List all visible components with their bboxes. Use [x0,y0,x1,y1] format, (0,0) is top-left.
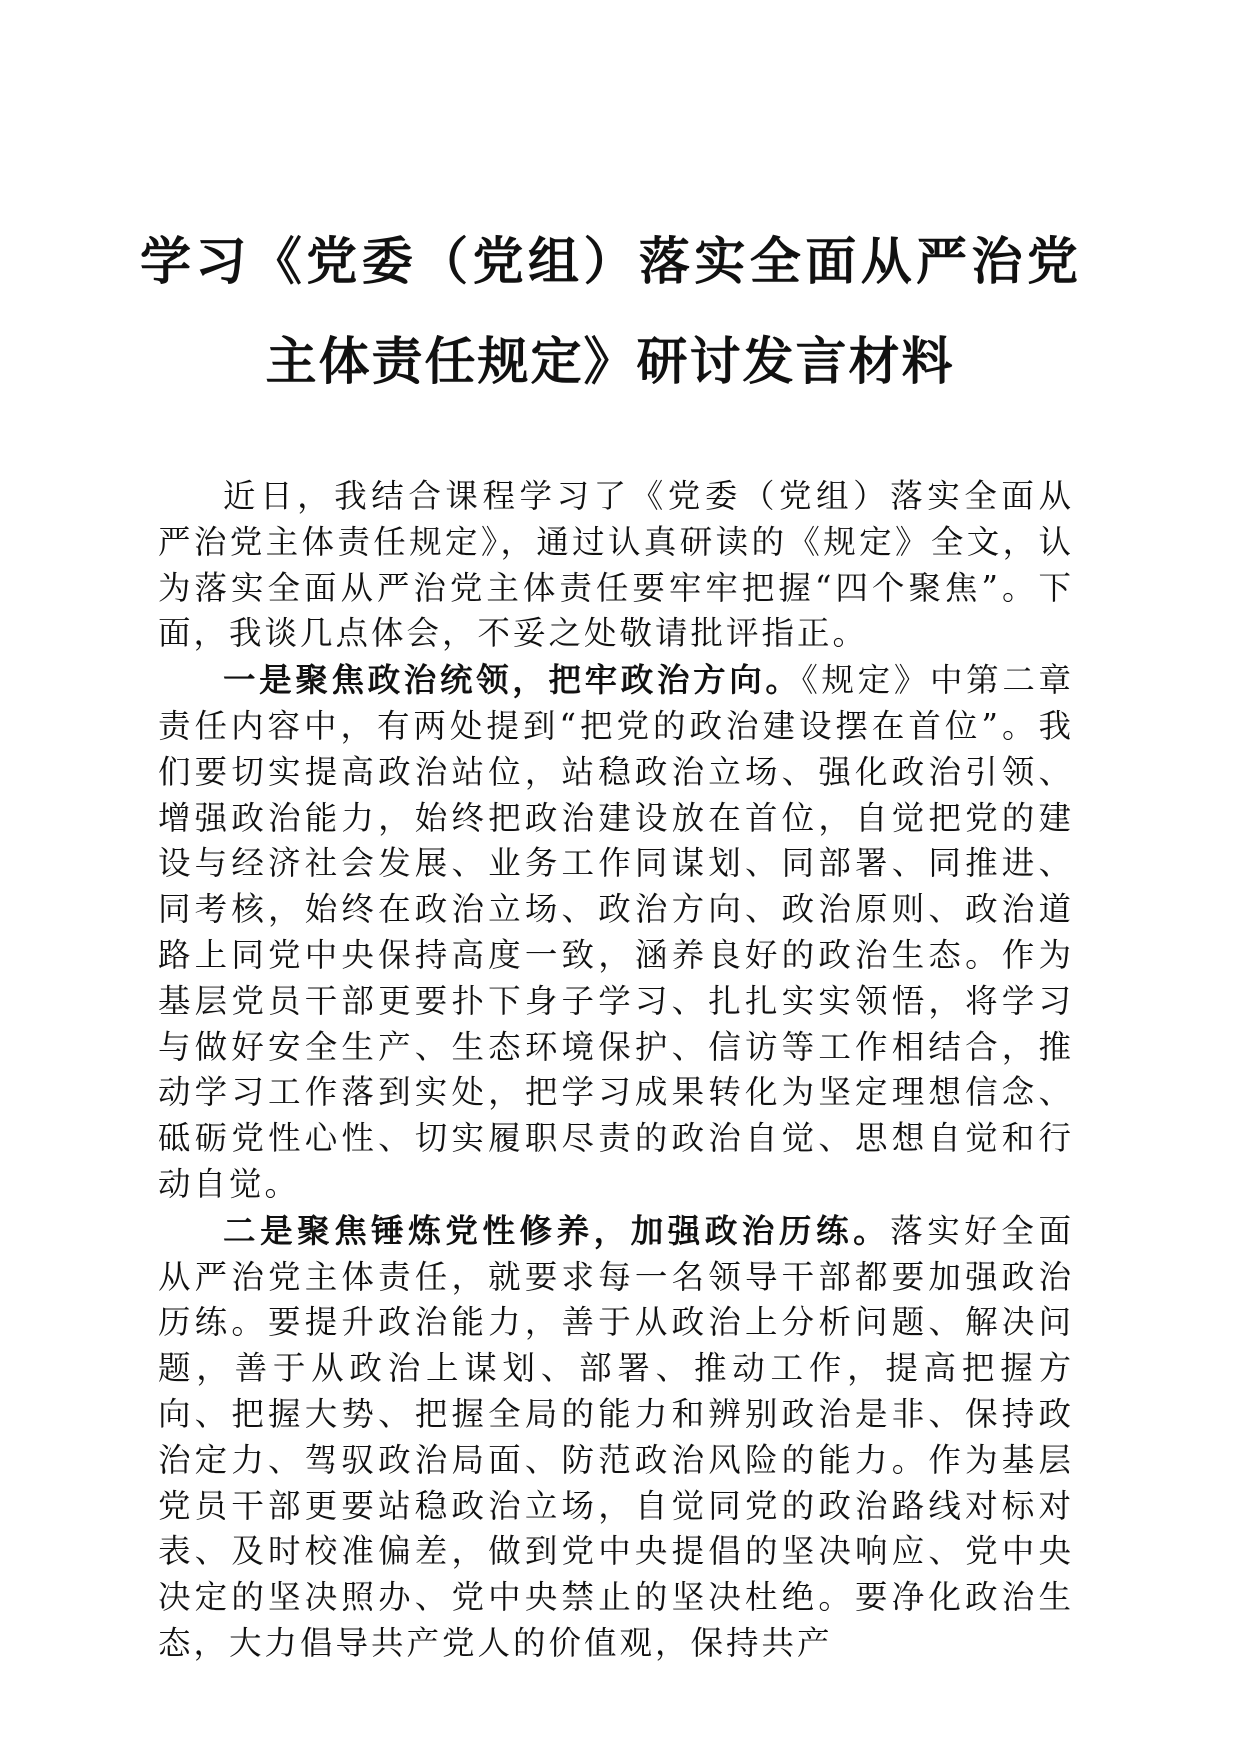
section-paragraph-2 [158,1208,1074,1667]
section-text-2: 落实好全面从严治党主体责任，就要求每一名领导干部都要加强政治历练。要提升政治能力，善于从政治上分析问题、解决问题，善于从政治上谋划、部署、推动工作，提高把握方向、把握大势、把握全局的能力和辨别政治是非、保持政治定力、驾驭政治局面、防范政治风险的能力。作为基层党员干部更要站稳政治立场，自觉同党的政治路线对标对表、及时校准偏差，做到党中央提倡的坚决响应、党中央决定的坚决照办、党中央禁止的坚决杜绝。要净化政治生态，大力倡导共产党人的价值观，保持共产 [158,1211,1074,1662]
document-title: 学习《党委（党组）落实全面从严治党主体责任规定》研讨发言材料 [140,232,1080,392]
section-lead-1: 一是聚焦政治统领，把牢政治方向。 [223,660,802,700]
section-lead-2: 二是聚焦锤炼党性修养，加强政治历练。 [223,1210,891,1250]
document-body [158,474,1074,1667]
section-paragraph-1 [158,657,1074,1208]
section-text-1: 《规定》中第二章责任内容中，有两处提到“把党的政治建设摆在首位”。我们要切实提高政治站位，站稳政治立场、强化政治引领、增强政治能力，始终把政治建设放在首位，自觉把党的建设与经济社会发展、业务工作同谋划、同部署、同推进、同考核，始终在政治立场、政治方向、政治原则、政治道路上同党中央保持高度一致，涵养良好的政治生态。作为基层党员干部更要扑下身子学习、扎扎实实领悟，将学习与做好安全生产、生态环境保护、信访等工作相结合，推动学习工作落到实处，把学习成果转化为坚定理想信念、砥砺党性心性、切实履职尽责的政治自觉、思想自觉和行动自觉。 [158,661,1074,1203]
intro-paragraph: 近日，我结合课程学习了《党委（党组）落实全面从严治党主体责任规定》，通过认真研读的《规定》全文，认为落实全面从严治党主体责任要牢牢把握“四个聚焦”。下面，我谈几点体会，不妥之处敬请批评指正。 [158,477,1074,653]
